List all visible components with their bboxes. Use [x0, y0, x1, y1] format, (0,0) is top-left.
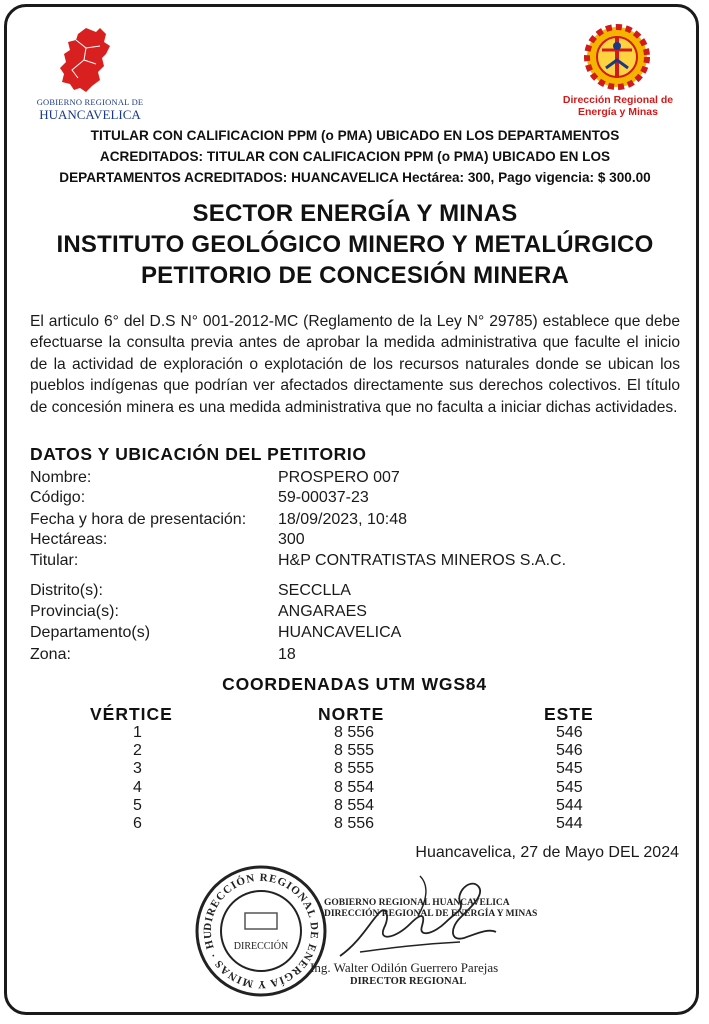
cell-este: 546: [556, 724, 583, 741]
field-label: Distrito(s):: [30, 582, 103, 599]
section-title-petitorio: DATOS Y UBICACIÓN DEL PETITORIO: [30, 444, 367, 464]
logo-line-2: HUANCAVELICA: [39, 107, 141, 122]
cell-este: 544: [556, 797, 583, 814]
title-petition: PETITORIO DE CONCESIÓN MINERA: [140, 262, 570, 289]
header-line-3: DEPARTAMENTOS ACREDITADOS: HUANCAVELICA Hectárea: 300, Pago vigencia: $ 300.00: [59, 170, 651, 185]
cell-este: 544: [556, 815, 583, 832]
cell-vertice: 1: [133, 724, 142, 741]
date-line: Huancavelica, 27 de Mayo DEL 2024: [415, 844, 679, 861]
col-header-norte: NORTE: [318, 704, 385, 724]
handwritten-signature: [300, 872, 530, 972]
field-label: Departamento(s): [30, 624, 151, 641]
signature-block: [300, 872, 538, 992]
field-label: Nombre:: [30, 469, 92, 486]
legal-paragraph: El articulo 6° del D.S N° 001-2012-MC (Reglamento de la Ley N° 29785) establece que debe efectuarse la consulta previa antes de aprobar la medida administrativa que faculte el inicio de la actividad de exploración o explotación de los recursos naturales donde se ubican los pueblos indígenas que podrían ver afectados directamente sus derechos colectivos. El título de concesión minera es una medida administrativa que no faculta a iniciar dichas actividades.: [30, 313, 680, 416]
cell-este: 546: [556, 742, 583, 759]
field-label: Fecha y hora de presentación:: [30, 511, 247, 528]
header-text: [24, 125, 686, 188]
cell-norte: 8 556: [334, 815, 375, 832]
cell-vertice: 3: [133, 760, 142, 777]
field-value: HUANCAVELICA: [278, 624, 402, 641]
signatory-name: Ing. Walter Odilón Guerrero Parejas: [310, 960, 499, 975]
field-label: Provincia(s):: [30, 603, 119, 620]
col-header-vertice: VÉRTICE: [90, 704, 173, 724]
drem-line-2: Energía y Minas: [578, 106, 658, 118]
seal-ring-text: DIRECCIÓN REGIONAL DE ENERGÍA Y MINAS · HU: [201, 871, 321, 991]
signatory-role: DIRECTOR REGIONAL: [350, 976, 467, 987]
cell-vertice: 4: [133, 779, 142, 796]
drem-line-1: Dirección Regional de: [562, 94, 674, 106]
cell-este: 545: [556, 779, 583, 796]
signature-org-line-2: DIRECCIÓN REGIONAL DE ENERGÍA Y MINAS: [324, 909, 538, 919]
field-value: 300: [278, 531, 305, 548]
header-line-2: ACREDITADOS: TITULAR CON CALIFICACION PPM (o PMA) UBICADO EN LOS: [99, 149, 611, 164]
title-institute: INSTITUTO GEOLÓGICO MINERO Y METALÚRGICO: [56, 231, 654, 258]
cell-este: 545: [556, 760, 583, 777]
field-value: SECCLLA: [278, 582, 351, 599]
cell-norte: 8 555: [334, 760, 375, 777]
cell-norte: 8 554: [334, 797, 375, 814]
seal-center-text: DIRECCIÓN: [233, 941, 289, 952]
drem-label: [548, 94, 688, 118]
col-header-este: ESTE: [544, 704, 594, 724]
field-value: ANGARAES: [278, 603, 367, 620]
field-label: Hectáreas:: [30, 531, 108, 548]
cell-vertice: 6: [133, 815, 142, 832]
drem-logo: [548, 24, 688, 124]
gobierno-regional-logo: [30, 26, 150, 126]
field-label: Código:: [30, 489, 86, 506]
field-value: PROSPERO 007: [278, 469, 400, 486]
cell-norte: 8 556: [334, 724, 375, 741]
logo-line-1: GOBIERNO REGIONAL DE: [36, 97, 144, 107]
cell-norte: 8 554: [334, 779, 375, 796]
field-value: 18: [278, 646, 296, 663]
field-label: Zona:: [30, 646, 71, 663]
field-value: 18/09/2023, 10:48: [278, 511, 408, 528]
cell-norte: 8 555: [334, 742, 375, 759]
cell-vertice: 2: [133, 742, 142, 759]
signature-org: [324, 898, 537, 920]
huancavelica-map-icon: [56, 26, 124, 96]
title-sector: SECTOR ENERGÍA Y MINAS: [192, 200, 518, 227]
document-titles: [14, 198, 696, 291]
coordinates-title: COORDENADAS UTM WGS84: [222, 674, 487, 694]
header-line-1: TITULAR CON CALIFICACION PPM (o PMA) UBICADO EN LOS DEPARTAMENTOS: [90, 128, 620, 143]
signature-org-line-1: GOBIERNO REGIONAL HUANCAVELICA: [324, 898, 510, 908]
cell-vertice: 5: [133, 797, 142, 814]
field-label: Titular:: [30, 552, 79, 569]
field-value: H&P CONTRATISTAS MINEROS S.A.C.: [278, 552, 567, 569]
drem-emblem-icon: [582, 24, 652, 92]
field-value: 59-00037-23: [278, 489, 369, 506]
